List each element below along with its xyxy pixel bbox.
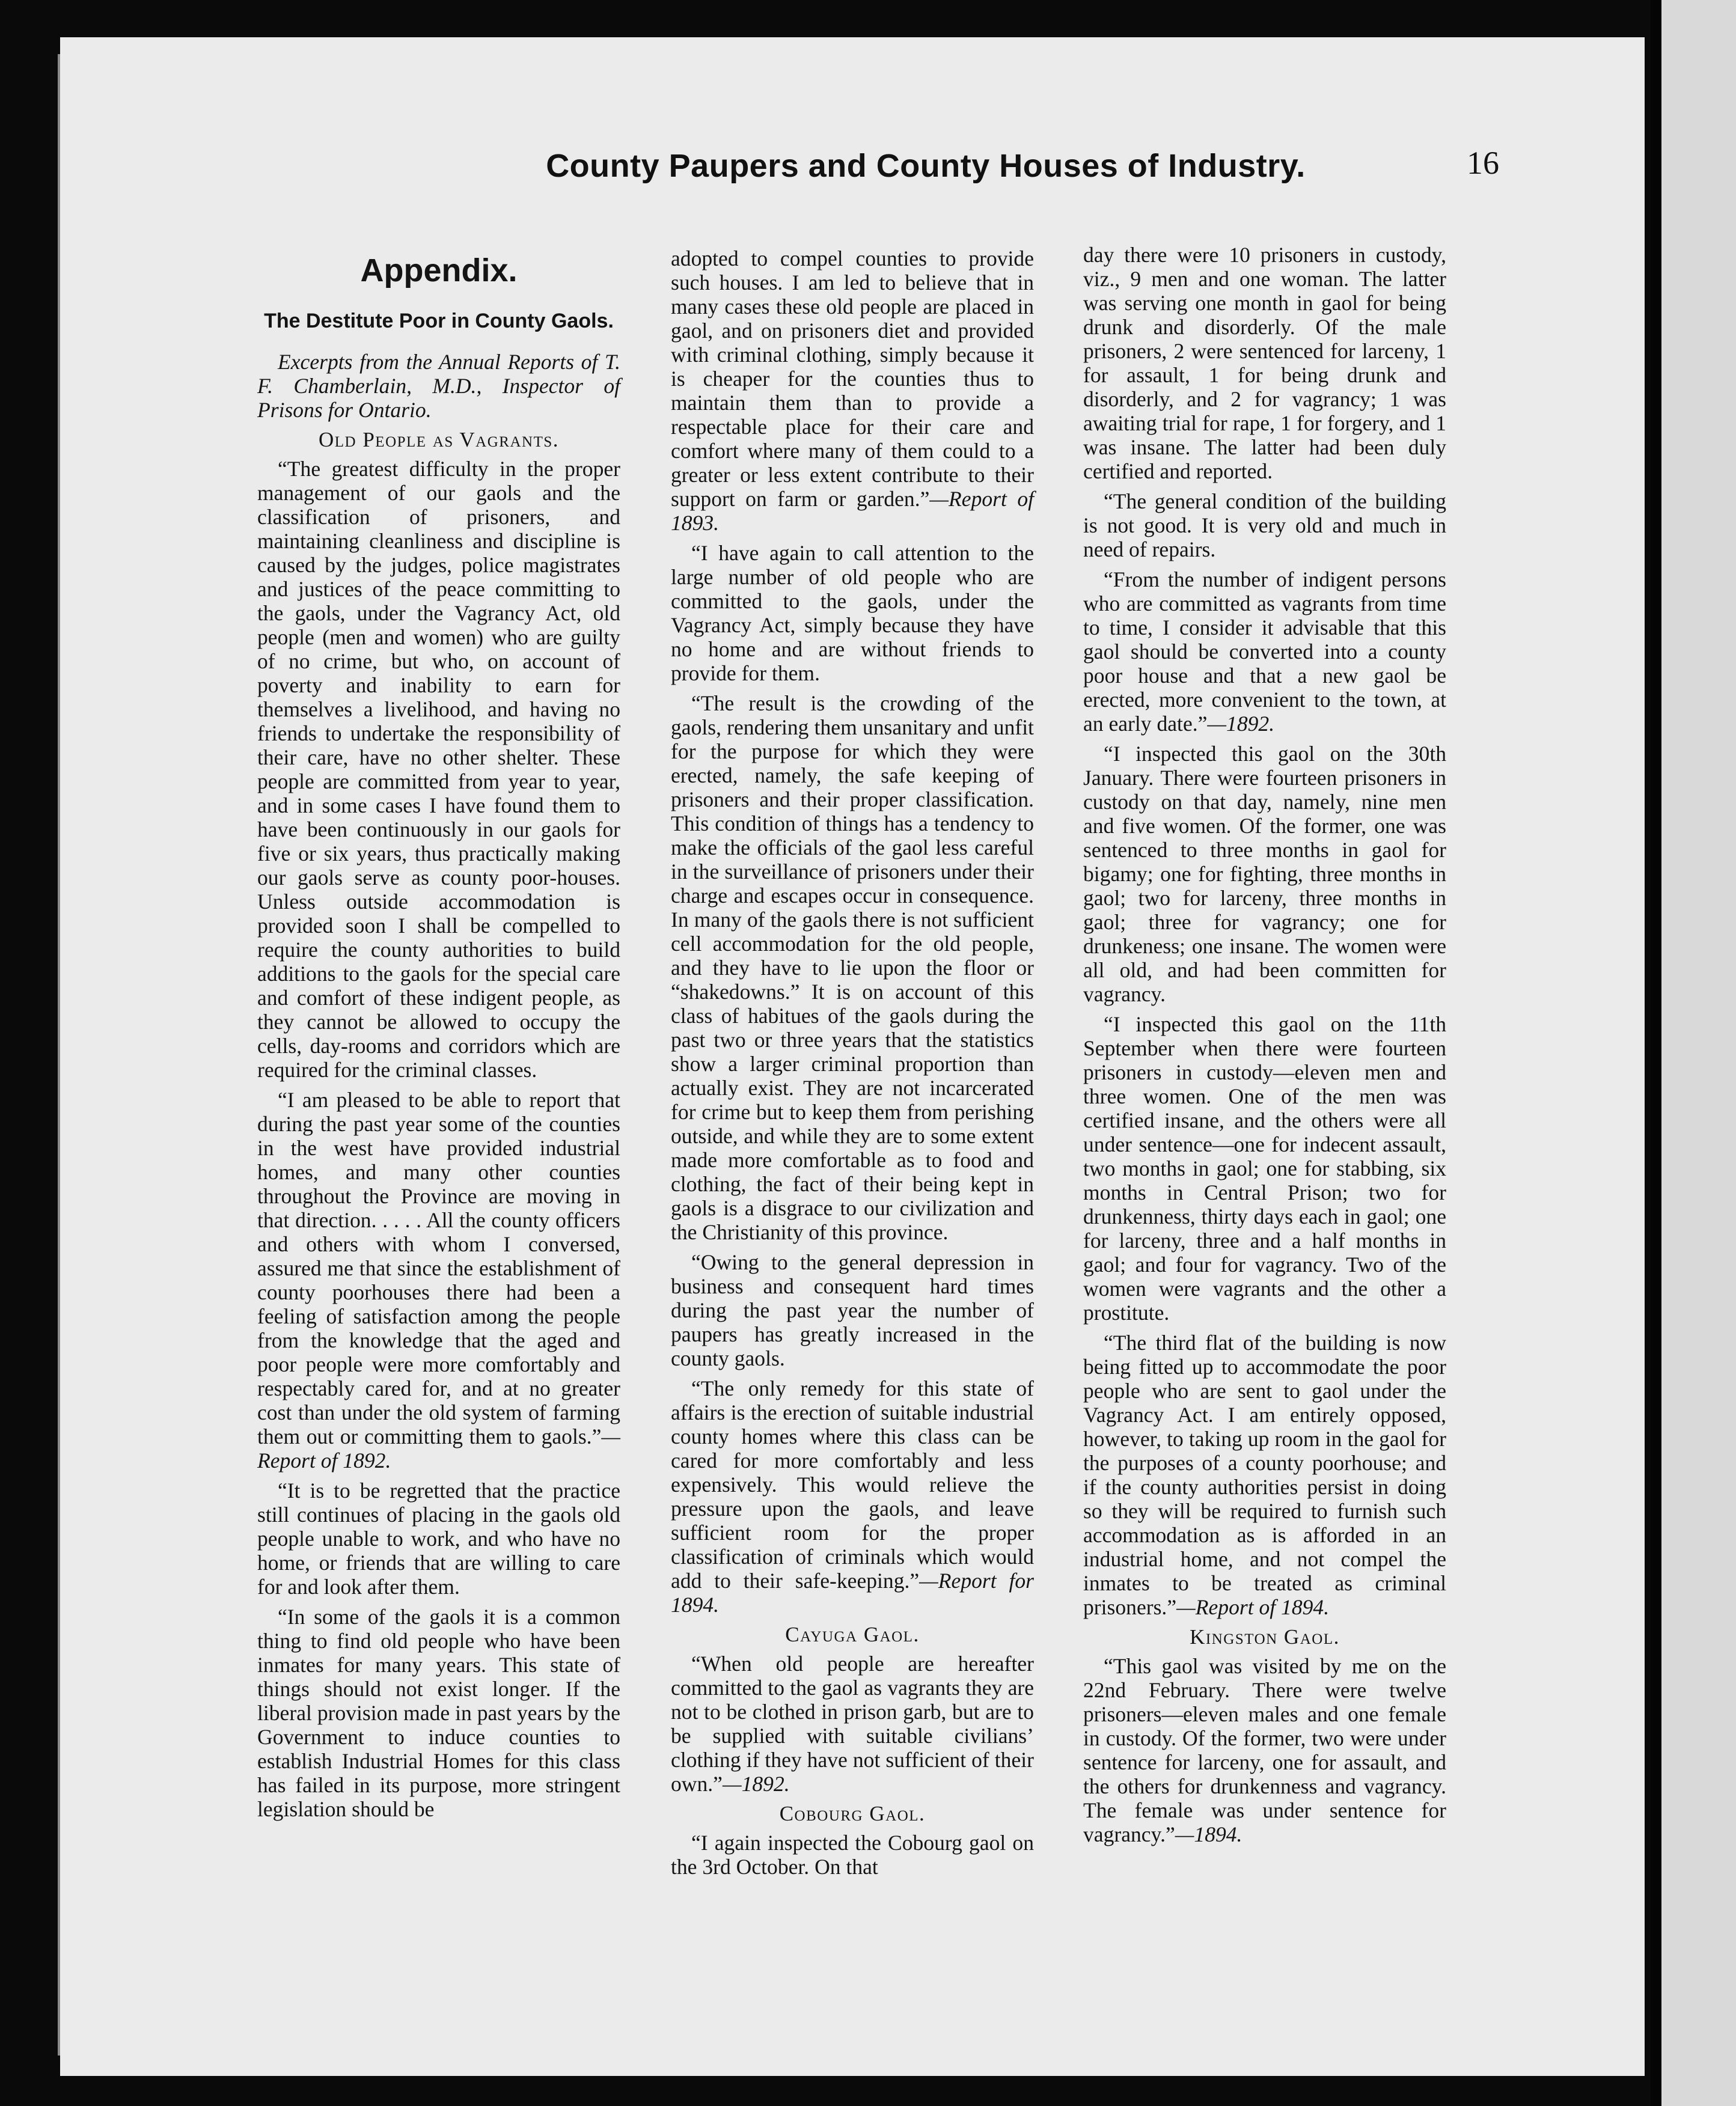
paragraph: [1083, 567, 1446, 736]
excerpt-note: Excerpts from the Annual Reports of T. F. Chamberlain, M.D., Inspector of Prisons for Ontario.: [257, 350, 620, 422]
paragraph: “I have again to call attention to the large number of old people who are committed to the gaols, under the Vagrancy Act, simply because they have no home and are without friends to provide for them.: [671, 541, 1034, 685]
citation: —Report for 1894.: [671, 1569, 1034, 1617]
paragraph: [1083, 1331, 1446, 1619]
paragraph-continued: day there were 10 prisoners in custody, viz., 9 men and one woman. The latter was serving one month in gaol for being drunk and disorderly. Of the male prisoners, 2 were sentenced for larceny, 1 for assault, 1 for being drunk and disorderly, and 2 for vagrancy; 1 was awaiting trial for rape, 1 for forgery, and 1 was insane. The latter had been duly certified and reported.: [1083, 243, 1446, 483]
page-number: 16: [1467, 145, 1499, 181]
adjacent-page-strip: [1651, 0, 1736, 2106]
paragraph: “It is to be regretted that the practice still continues of placing in the gaols old people unable to work, and who have no home, or friends that are willing to care for and look after them.: [257, 1479, 620, 1599]
paragraph: “Owing to the general depression in business and consequent hard times during the past year the number of paupers has greatly increased in the county gaols.: [671, 1250, 1034, 1370]
citation: —Report of 1892.: [257, 1424, 620, 1473]
section-kingston-gaol: Kingston Gaol.: [1190, 1625, 1340, 1649]
section-cayuga-gaol: Cayuga Gaol.: [785, 1623, 920, 1646]
paragraph-text: “The third flat of the building is now being fitted up to accommodate the poor people who are sent to gaol under the Vagrancy Act. I am entirely opposed, however, to taking up room in the gaol for the purposes of a county poorhouse; and if the county authorities persist in doing so they will be required to furnish such accommodation as is afforded in an industrial home, and not compel the inmates to be treated as criminal prisoners.”: [1083, 1331, 1446, 1619]
paragraph-text: “When old people are hereafter committed to the gaol as vagrants they are not to be clothed in prison garb, but are to be supplied with suitable civilians’ clothing if they have not sufficient of their own.”: [671, 1652, 1034, 1796]
section-old-people-as-vagrants: Old People as Vagrants.: [318, 428, 559, 451]
paragraph: “The greatest difficulty in the proper management of our gaols and the classification of prisoners, and maintaining cleanliness and discipline is caused by the judges, police magistrates and justices of the peace committing to the gaols, under the Vagrancy Act, old people (men and women) who are guilty of no crime, but who, on account of poverty and inability to earn for themselves a livelihood, and having no friends to undertake the responsibility of their care, have no other shelter. These people are committed from year to year, and in some cases I have found them to have been continuously in our gaols for five or six years, thus practically making our gaols serve as county poor-houses. Unless outside accommodation is provided soon I shall be compelled to require the county authorities to build additions to the gaols for the special care and comfort of these indigent people, as they cannot be allowed to occupy the cells, day-rooms and corridors which are required for the criminal classes.: [257, 457, 620, 1082]
citation: —Report of 1893.: [671, 487, 1034, 535]
citation: —1892.: [722, 1772, 790, 1796]
paragraph: “I inspected this gaol on the 11th September when there were fourteen prisoners in custody—eleven men and three women. One of the men was certified insane, and the others were all under sentence—one for indecent assault, two months in gaol; one for stabbing, six months in Central Prison; two for drunkenness, thirty days each in gaol; one for larceny, three and a half months in gaol; and four for vagrancy. Two of the women were vagrants and the other a prostitute.: [1083, 1012, 1446, 1325]
running-header-title: County Paupers and County Houses of Industry.: [546, 148, 1306, 184]
paragraph: [1083, 1654, 1446, 1846]
paragraph-continued: [671, 246, 1034, 535]
section-cobourg-gaol: Cobourg Gaol.: [779, 1802, 926, 1825]
citation: —1892.: [1207, 712, 1275, 736]
paragraph: “I again inspected the Cobourg gaol on the 3rd October. On that: [671, 1831, 1034, 1879]
paragraph: “I inspected this gaol on the 30th January. There were fourteen prisoners in custody on that day, namely, nine men and five women. Of the former, one was sentenced to three months in gaol for bigamy; one for fighting, three months in gaol; two for larceny, three months in gaol; three for vagrancy; one for drunkeness; one insane. The women were all old, and had been committen for vagrancy.: [1083, 742, 1446, 1006]
paragraph: “The result is the crowding of the gaols, rendering them unsanitary and unfit for the purpose for which they were erected, namely, the safe keeping of prisoners and their proper classification. This condition of things has a tendency to make the officials of the gaol less careful in the surveillance of prisoners under their charge and escapes occur in consequence. In many of the gaols there is not sufficient cell accommodation for the old people, and they have to lie upon the floor or “shakedowns.” It is on account of this class of habitues of the gaols during the past two or three years that the statistics show a larger criminal proportion than actually exist. They are not incarcerated for crime but to keep them from perishing outside, and while they are to some extent made more comfortable as to food and clothing, the fact of their being kept in gaols is a disgrace to our civilization and the Christianity of this province.: [671, 691, 1034, 1244]
paragraph: [671, 1652, 1034, 1796]
appendix-subtitle: The Destitute Poor in County Gaols.: [264, 310, 614, 332]
paragraph-text: “The only remedy for this state of affairs is the erection of suitable industrial county homes where this class can be cared for more comfortably and less expensively. This would relieve the pressure upon the gaols, and leave sufficient room for the proper classification of criminals which would add to their safe-keeping.”: [671, 1376, 1034, 1593]
citation: —Report of 1894.: [1176, 1595, 1330, 1619]
paragraph-text: “I am pleased to be able to report that during the past year some of the counties in the west have provided industrial homes, and many other counties throughout the Province are moving in that direction. . . . . All the county officers and others with whom I conversed, assured me that since the establishment of county poorhouses there had been a feeling of satisfaction among the people from the knowledge that the aged and poor people were more comfortably and respectably cared for, and at no greater cost than under the old system of farming them out or committing them to gaols.”: [257, 1088, 620, 1448]
paragraph-text: adopted to compel counties to provide such houses. I am led to believe that in many cases these old people are placed in gaol, and on prisoners diet and provided with criminal clothing, simply because it is cheaper for the counties thus to maintain them than to provide a respectable place for their care and comfort where many of them could to a greater or less extent contribute to their support on farm or garden.”: [671, 246, 1034, 511]
paragraph: [257, 1088, 620, 1473]
column-3: [1083, 243, 1446, 1852]
paragraph: [671, 1376, 1034, 1617]
paragraph-text: “This gaol was visited by me on the 22nd February. There were twelve prisoners—eleven males and one female in custody. Of the former, two were under sentence for larceny, one for assault, and the others for drunkenness and vagrancy. The female was under sentence for vagrancy.”: [1083, 1654, 1446, 1846]
paragraph: “In some of the gaols it is a common thing to find old people who have been inmates for many years. This state of things should not exist longer. If the liberal provision made in past years by the Government to induce counties to establish Industrial Homes for this class has failed in its purpose, more stringent legislation should be: [257, 1605, 620, 1821]
gutter-shadow: [1651, 0, 1661, 2106]
column-1: [257, 246, 620, 1827]
column-2: [671, 246, 1034, 1885]
paragraph-text: “From the number of indigent persons who are committed as vagrants from time to time, I consider it advisable that this gaol should be converted into a county poor house and that a new gaol be erected, more convenient to the town, at an early date.”: [1083, 567, 1446, 736]
appendix-title: Appendix.: [360, 252, 518, 288]
paragraph: “The general condition of the building is not good. It is very old and much in need of repairs.: [1083, 489, 1446, 561]
citation: —1894.: [1175, 1822, 1242, 1846]
